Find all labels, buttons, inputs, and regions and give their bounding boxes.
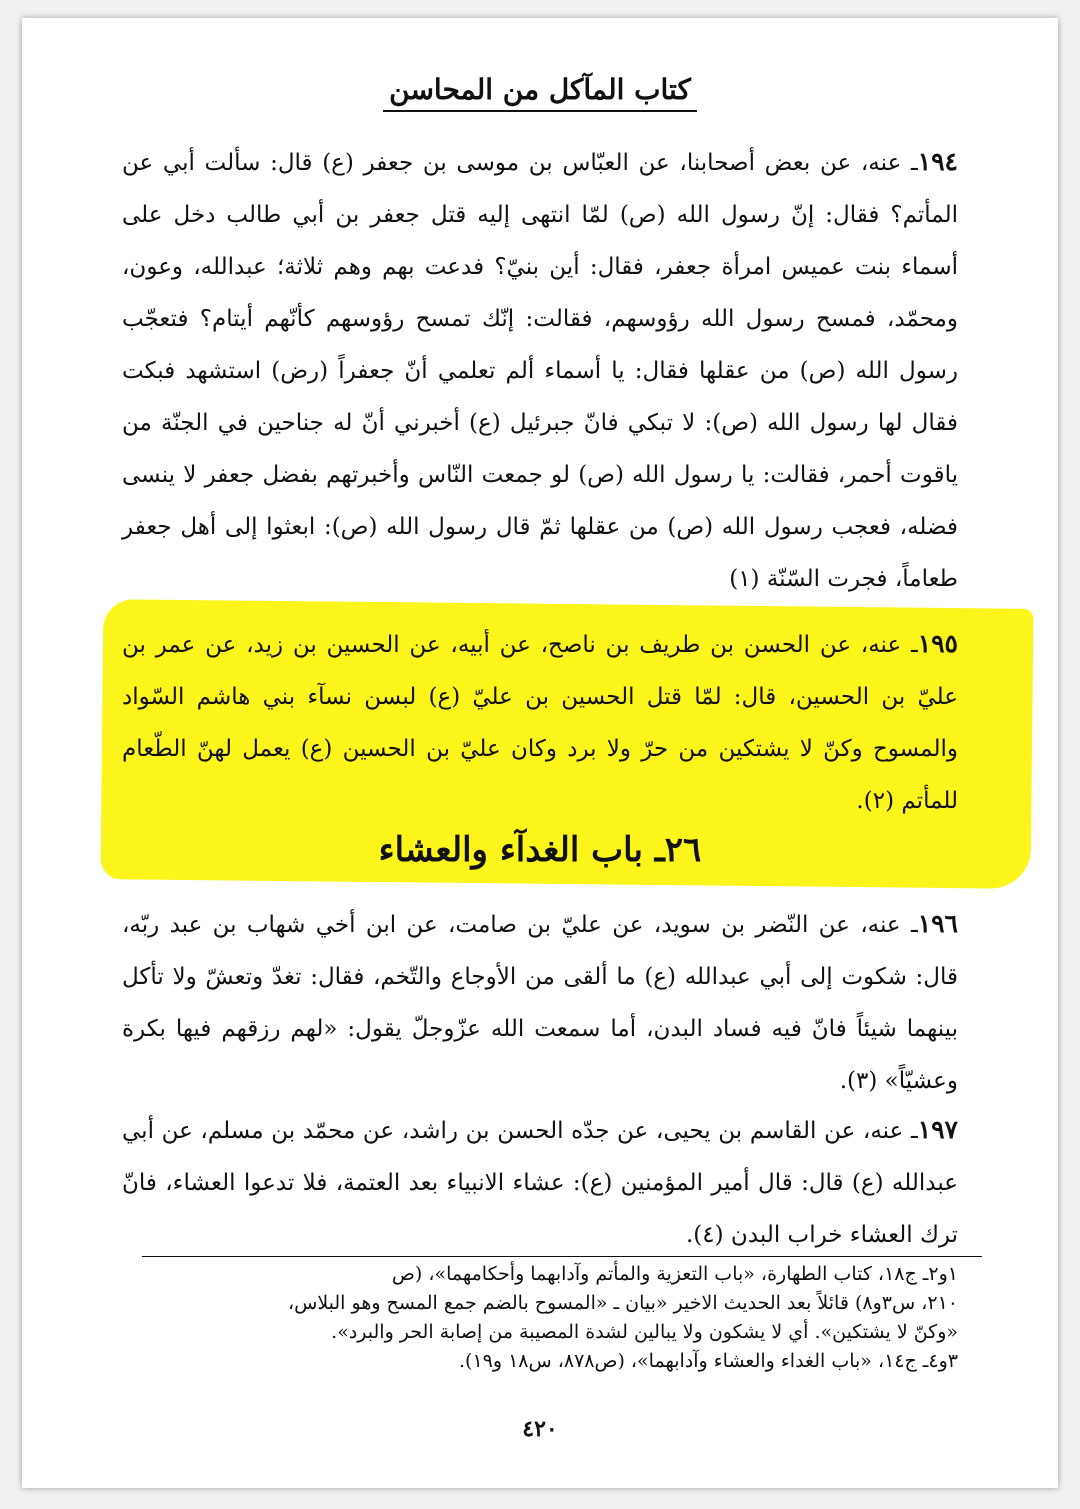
hadith-195 bbox=[122, 618, 958, 827]
hadith-number: ١٩٧ bbox=[917, 1115, 958, 1144]
footnote-line: ٢١٠، س٣و٨) قائلاً بعد الحديث الاخير «بيان ـ «المسوح بالضم جمع المسح وهو البلاس، bbox=[288, 1292, 958, 1314]
running-header bbox=[22, 73, 1058, 112]
page-number: ٤٢٠ bbox=[522, 1416, 558, 1442]
hadith-194 bbox=[122, 136, 958, 605]
book-page bbox=[22, 18, 1058, 1488]
hadith-text: ـ عنه، عن النّضر بن سويد، عن عليّ بن صامت، عن ابن أخي شهاب بن عبد ربّه، قال: شكوت إلى أبي عبدالله (ع) ما ألقى من الأوجاع والتّخم، فقال: تغدّ وتعشّ ولا تأكل بينهما شيئاً فانّ فيه فساد البدن، أما سمعت الله عزّوجلّ يقول: «لهم رزقهم فيها بكرة وعشيّاً» (٣). bbox=[122, 912, 958, 1094]
hadith-196 bbox=[122, 898, 958, 1107]
footnote-line: ٣و٤ـ ج١٤، «باب الغداء والعشاء وآدابهما»، (ص٨٧٨، س١٨ و١٩). bbox=[458, 1350, 958, 1372]
hadith-number: ١٩٥ bbox=[917, 629, 958, 658]
footnotes bbox=[122, 1260, 958, 1376]
hadith-197 bbox=[122, 1104, 958, 1261]
header-title: كتاب المآكل من المحاسن bbox=[383, 73, 697, 112]
hadith-text: ـ عنه، عن بعض أصحابنا، عن العبّاس بن موسى بن جعفر (ع) قال: سألت أبي عن المأتم؟ فقال: إنّ رسول الله (ص) لمّا انتهى إليه قتل جعفر بن أبي طالب دخل على أسماء بنت عميس امرأة جعفر، فقال: أين بنيّ؟ فدعت بهم وهم ثلاثة؛ عبدالله، وعون، ومحمّد، فمسح رسول الله رؤوسهم، فقالت: إنّك تمسح رؤوسهم كأنّهم أيتام؟ فتعجّب رسول الله (ص) من عقلها فقال: يا أسماء ألم تعلمي أنّ جعفراً (رض) استشهد فبكت فقال لها رسول الله (ص): لا تبكي فانّ جبرئيل (ع) أخبرني أنّ له جناحين في الجنّة من ياقوت أحمر، فقالت: يا رسول الله (ص) لو جمعت النّاس وأخبرتهم بفضل جعفر لا ينسى فضله، فعجب رسول الله (ص) من عقلها ثمّ قال رسول الله (ص): ابعثوا إلى أهل جعفر طعاماً، فجرت السّنّة (١) bbox=[122, 150, 958, 592]
chapter-heading: ٢٦ـ باب الغدآء والعشاء bbox=[378, 830, 702, 870]
footnote-line: ١و٢ـ ج١٨، كتاب الطهارة، «باب التعزية والمأتم وآدابهما وأحكامهما»، (ص bbox=[391, 1263, 958, 1285]
hadith-text: ـ عنه، عن الحسن بن طريف بن ناصح، عن أبيه، عن الحسين بن زيد، عن عمر بن عليّ بن الحسين، قال: لمّا قتل الحسين بن عليّ (ع) لبسن نسآء بني هاشم السّواد والمسوح وكنّ لا يشتكين من حرّ ولا برد وكان عليّ بن الحسين (ع) يعمل لهنّ الطّعام للمأتم (٢). bbox=[122, 632, 958, 814]
hadith-text: ـ عنه، عن القاسم بن يحيى، عن جدّه الحسن بن راشد، عن محمّد بن مسلم، عن أبي عبدالله (ع) قال: قال أمير المؤمنين (ع): عشاء الانبياء بعد العتمة، فلا تدعوا العشاء، فانّ ترك العشاء خراب البدن (٤). bbox=[122, 1118, 958, 1248]
footnote-line: «وكنّ لا يشتكين». أي لا يشكون ولا يبالين لشدة المصيبة من إصابة الحر والبرد». bbox=[331, 1321, 958, 1343]
footnote-divider bbox=[142, 1256, 982, 1257]
hadith-number: ١٩٦ bbox=[917, 909, 958, 938]
hadith-number: ١٩٤ bbox=[917, 147, 958, 176]
